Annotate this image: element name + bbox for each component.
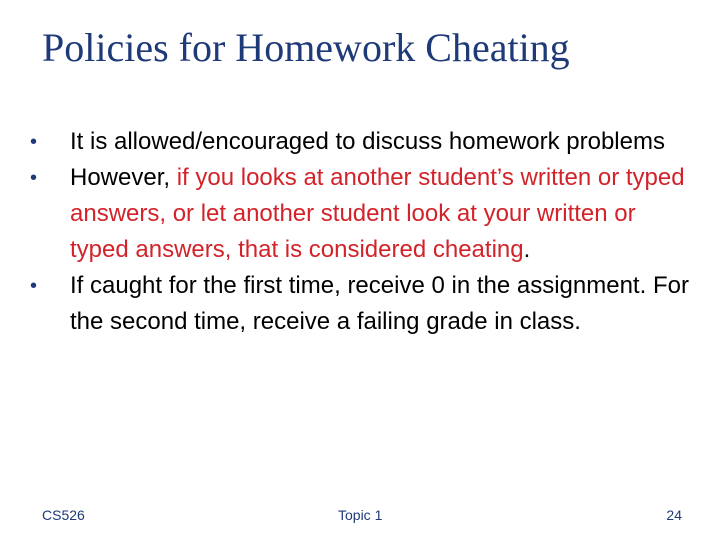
footer-topic: Topic 1 — [338, 507, 383, 523]
bullet-text-lead: However, — [70, 164, 177, 191]
footer-course: CS526 — [42, 507, 85, 523]
slide-title: Policies for Homework Cheating — [42, 25, 570, 70]
footer-page-number: 24 — [666, 507, 682, 523]
bullet-text-end: . — [523, 236, 531, 263]
bullet-item-discuss — [28, 124, 698, 160]
bullet-text-highlight: if you looks at another student’s written or typed answers, or let another student look at your written or typed answers, that is considered cheating — [70, 164, 685, 263]
bullet-icon: • — [30, 131, 38, 153]
bullet-item-cheating-definition — [28, 160, 698, 268]
bullet-icon: • — [30, 275, 38, 297]
bullet-list — [28, 124, 698, 340]
bullet-text: It is allowed/encouraged to discuss homework problems — [70, 128, 665, 155]
bullet-icon: • — [30, 167, 38, 189]
bullet-text: If caught for the first time, receive 0 in the assignment. For the second time, receive a failing grade in class. — [70, 272, 689, 335]
bullet-item-penalty — [28, 268, 698, 340]
